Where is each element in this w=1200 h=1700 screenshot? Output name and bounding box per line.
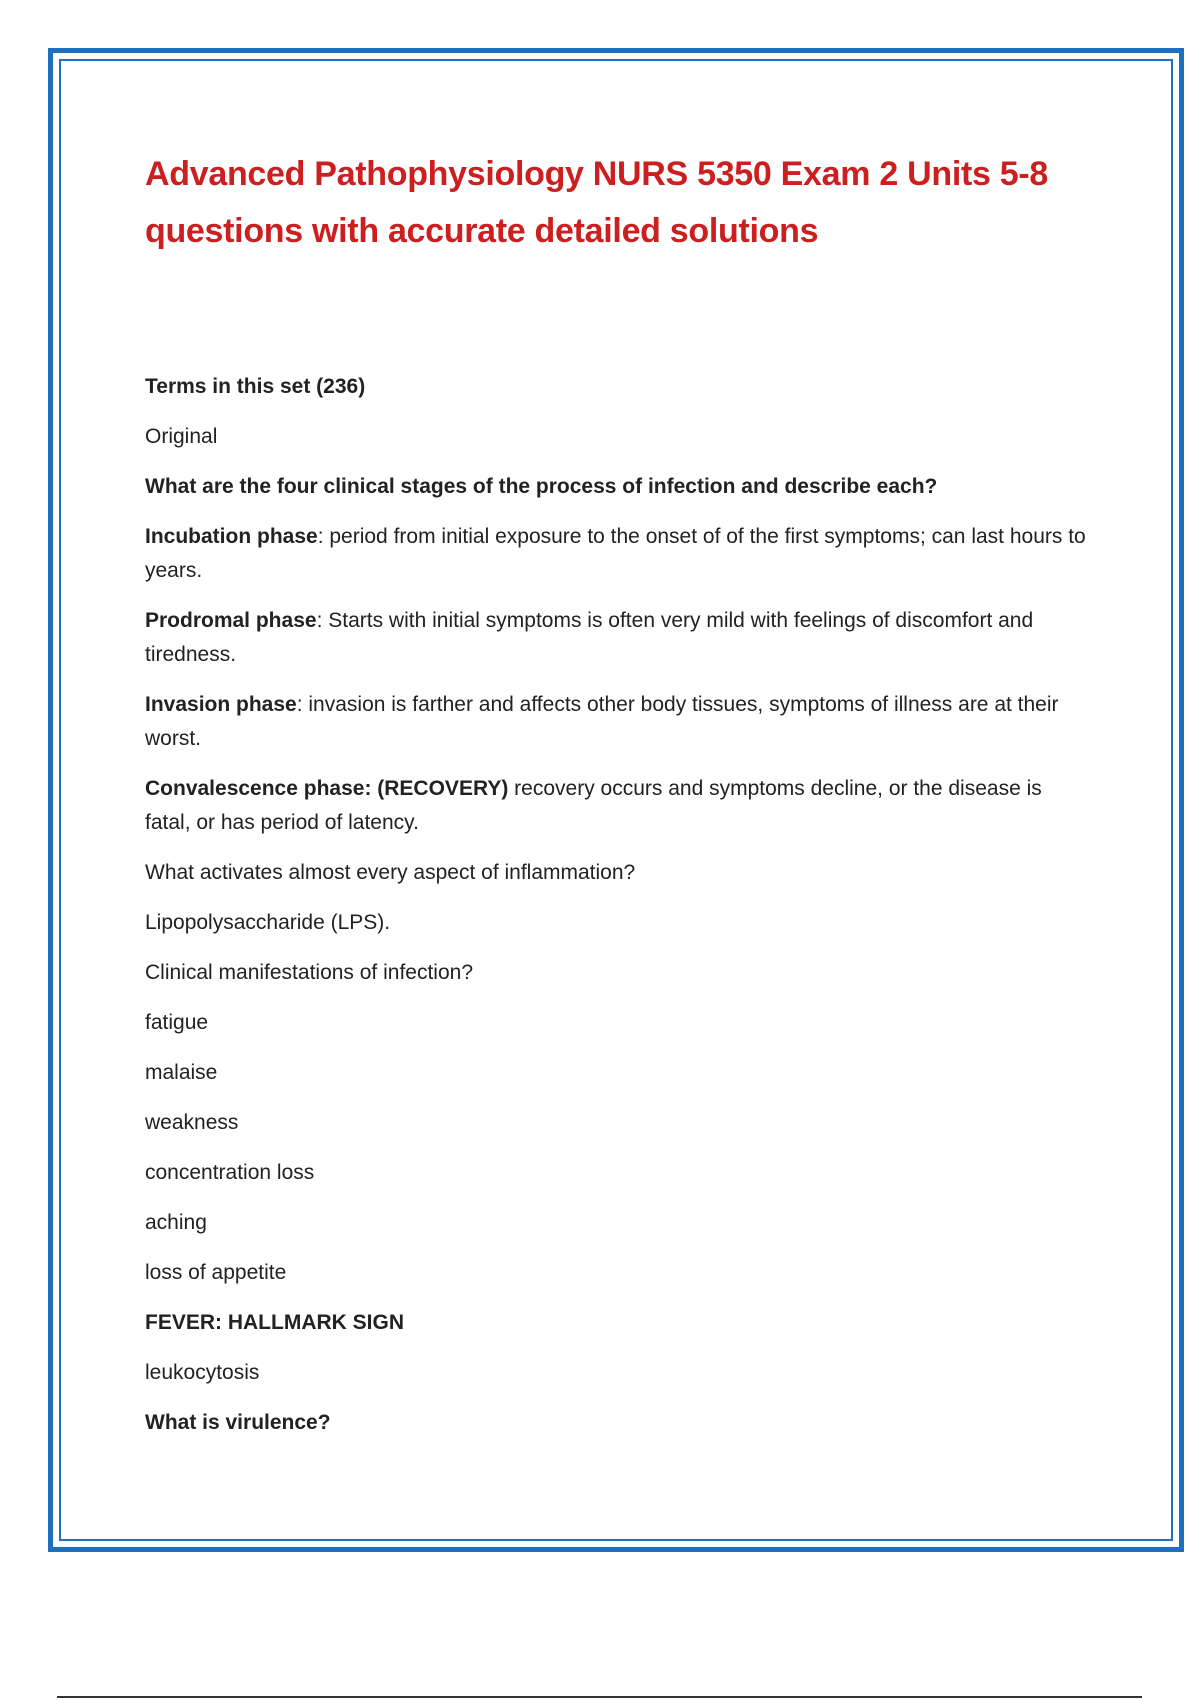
- manifestation-item: weakness: [145, 1111, 239, 1134]
- phase-convalescence-text: recovery occurs and symptoms decline, or the disease is fatal, or has period of latency.: [145, 777, 1042, 834]
- fever-hallmark: FEVER: HALLMARK SIGN: [145, 1311, 404, 1334]
- terms-section: [145, 370, 1090, 1440]
- phase-invasion-text: : invasion is farther and affects other body tissues, symptoms of illness are at their worst.: [145, 693, 1059, 750]
- answer-inflammation: Lipopolysaccharide (LPS).: [145, 911, 391, 934]
- phase-incubation: [145, 520, 1090, 588]
- phase-incubation-text: : period from initial exposure to the onset of of the first symptoms; can last hours to years.: [145, 525, 1086, 582]
- manifestation-item: fatigue: [145, 1011, 209, 1034]
- question-inflammation: What activates almost every aspect of inflammation?: [145, 861, 636, 884]
- original-label: Original: [145, 425, 218, 448]
- phase-prodromal-label: Prodromal phase: [145, 609, 317, 632]
- manifestation-item: aching: [145, 1211, 207, 1234]
- phase-incubation-label: Incubation phase: [145, 525, 318, 548]
- phase-invasion-label: Invasion phase: [145, 693, 297, 716]
- leukocytosis: leukocytosis: [145, 1361, 260, 1384]
- document-content: [145, 146, 1090, 1456]
- question-virulence: What is virulence?: [145, 1411, 331, 1434]
- question-manifestations: Clinical manifestations of infection?: [145, 961, 474, 984]
- phase-invasion: [145, 688, 1090, 756]
- phase-convalescence-label: Convalescence phase: (RECOVERY): [145, 777, 509, 800]
- phase-prodromal-text: : Starts with initial symptoms is often very mild with feelings of discomfort and tiredness.: [145, 609, 1034, 666]
- footer-rule: [57, 1696, 1142, 1698]
- document-title: Advanced Pathophysiology NURS 5350 Exam 2 Units 5-8 questions with accurate detailed solutions: [145, 155, 1048, 250]
- manifestation-item: loss of appetite: [145, 1261, 287, 1284]
- question-stages: What are the four clinical stages of the process of infection and describe each?: [145, 475, 938, 498]
- phase-convalescence: [145, 772, 1090, 840]
- manifestation-item: concentration loss: [145, 1161, 315, 1184]
- phase-prodromal: [145, 604, 1090, 672]
- manifestation-item: malaise: [145, 1061, 218, 1084]
- terms-count: Terms in this set (236): [145, 375, 366, 398]
